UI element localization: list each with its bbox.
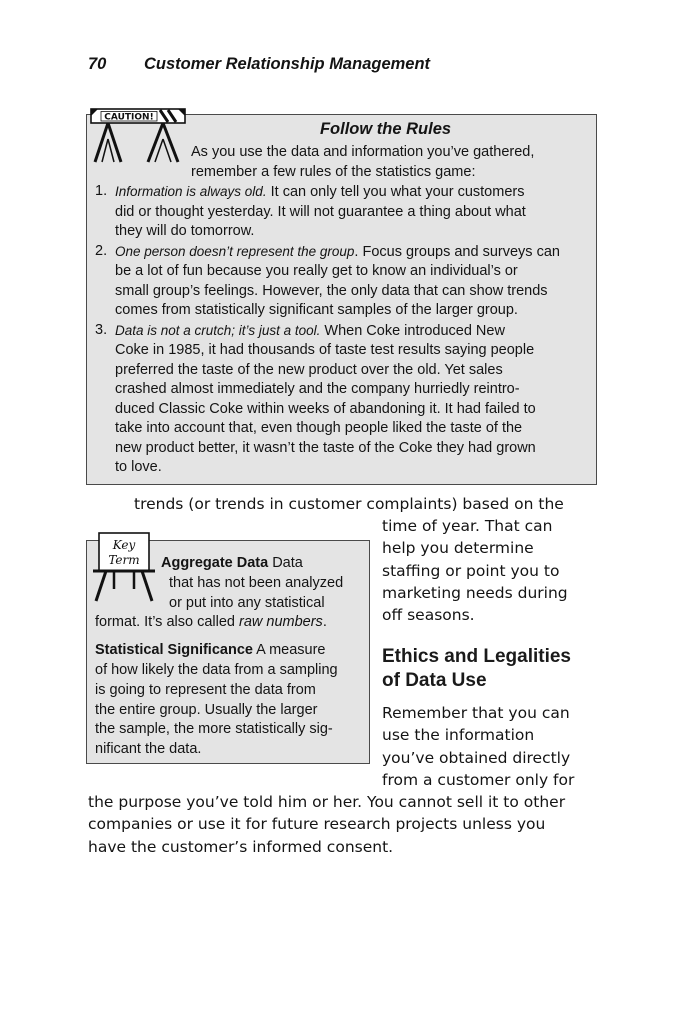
rule-text: they will do tomorrow. — [115, 223, 255, 239]
page-number: 70 — [88, 55, 107, 73]
rules-list — [95, 182, 590, 478]
term-definition: nificant the data. — [95, 741, 202, 758]
body-line: help you determine — [382, 539, 534, 558]
rule-text: new product better, it wasn’t the taste of the Coke they had grown — [115, 439, 536, 456]
term-definition: is going to represent the data from — [95, 681, 316, 698]
rule-lead: Information is always old. — [115, 184, 267, 199]
term-label: Term — [108, 553, 140, 567]
term-definition: the sample, the more statistically sig- — [95, 721, 333, 738]
rule-text: to love. — [115, 459, 162, 475]
body-line: off seasons. — [382, 606, 475, 625]
rule-item — [95, 182, 590, 242]
body-line: the purpose you’ve told him or her. You cannot sell it to other — [88, 793, 566, 811]
term-definition: or put into any statistical — [169, 594, 325, 611]
rule-text: comes from statistically significant samples of the larger group. — [115, 302, 518, 318]
rule-text: Coke in 1985, it had thousands of taste test results saying people — [115, 342, 535, 358]
term-definition: the entire group. Usually the larger — [95, 701, 318, 718]
body-line: have the customer’s informed consent. — [88, 837, 394, 856]
section-heading-line: of Data Use — [382, 670, 487, 691]
caution-label: CAUTION! — [104, 112, 154, 123]
rule-text: preferred the taste of the new product over the old. Yet sales — [115, 361, 503, 378]
rule-text: small group’s feelings. However, the only data that can show trends — [115, 282, 548, 299]
rule-text: take into account that, even though people liked the taste of the — [115, 420, 523, 436]
caution-sidebar — [86, 114, 597, 485]
term-definition: format. It’s also called — [95, 614, 239, 631]
rule-item — [95, 321, 590, 478]
rule-text: did or thought yesterday. It will not guarantee a thing about what — [115, 203, 526, 220]
running-header — [88, 55, 430, 74]
caution-intro-line: remember a few rules of the statistics game: — [191, 163, 476, 180]
term-statistical-significance: Statistical Significance — [95, 642, 253, 659]
body-line: time of year. That can — [382, 517, 553, 535]
rule-number: 3. — [95, 321, 108, 338]
body-column-right — [382, 702, 592, 791]
rule-item — [95, 242, 590, 321]
rule-lead: Data is not a crutch; it’s just a tool. — [115, 322, 321, 338]
term-aggregate-data: Aggregate Data — [161, 555, 269, 571]
body-line: trends (or trends in customer complaints) based on the — [134, 495, 564, 513]
term-definition: of how likely the data from a sampling — [95, 661, 338, 678]
rule-text: crashed almost immediately and the company hurriedly reintro- — [115, 381, 520, 397]
rule-number: 2. — [95, 242, 108, 259]
rule-lead: One person doesn’t represent the group — [115, 243, 355, 259]
term-definition: . — [322, 614, 327, 631]
rule-text: It can only tell you what your customers — [266, 184, 525, 200]
body-line: use the information — [382, 726, 535, 745]
body-line: Remember that you can — [382, 704, 570, 722]
section-heading-line: Ethics and Legalities — [382, 646, 571, 667]
rule-text: duced Classic Coke within weeks of abandoning it. It had failed to — [115, 400, 536, 417]
body-line: staffing or point you to — [382, 561, 560, 580]
rule-text: . Focus groups and surveys can — [354, 243, 560, 260]
key-term-sidebar — [86, 540, 370, 764]
section-heading — [382, 645, 571, 693]
rule-text: be a lot of fun because you really get to know an individual’s or — [115, 263, 518, 279]
book-title: Customer Relationship Management — [144, 55, 431, 73]
rule-text: When Coke introduced New — [320, 322, 505, 339]
body-line: from a customer only for — [382, 770, 575, 789]
term-definition-italic: raw numbers — [239, 614, 323, 631]
term-definition: A measure — [252, 642, 326, 659]
key-label: Key — [112, 538, 136, 552]
body-bottom — [88, 791, 598, 858]
term-definition: Data — [268, 555, 303, 571]
caution-intro-line: As you use the data and information you’ve gathered, — [191, 144, 535, 160]
body-line: you’ve obtained directly — [382, 748, 571, 767]
rule-number: 1. — [95, 183, 108, 199]
caution-intro — [191, 143, 589, 182]
caution-title: Follow the Rules — [319, 120, 452, 138]
body-line: marketing needs during — [382, 583, 568, 602]
key-term-definitions — [95, 554, 365, 760]
term-definition: that has not been analyzed — [169, 574, 344, 591]
body-column-right — [382, 515, 592, 626]
body-line: companies or use it for future research projects unless you — [88, 815, 546, 834]
